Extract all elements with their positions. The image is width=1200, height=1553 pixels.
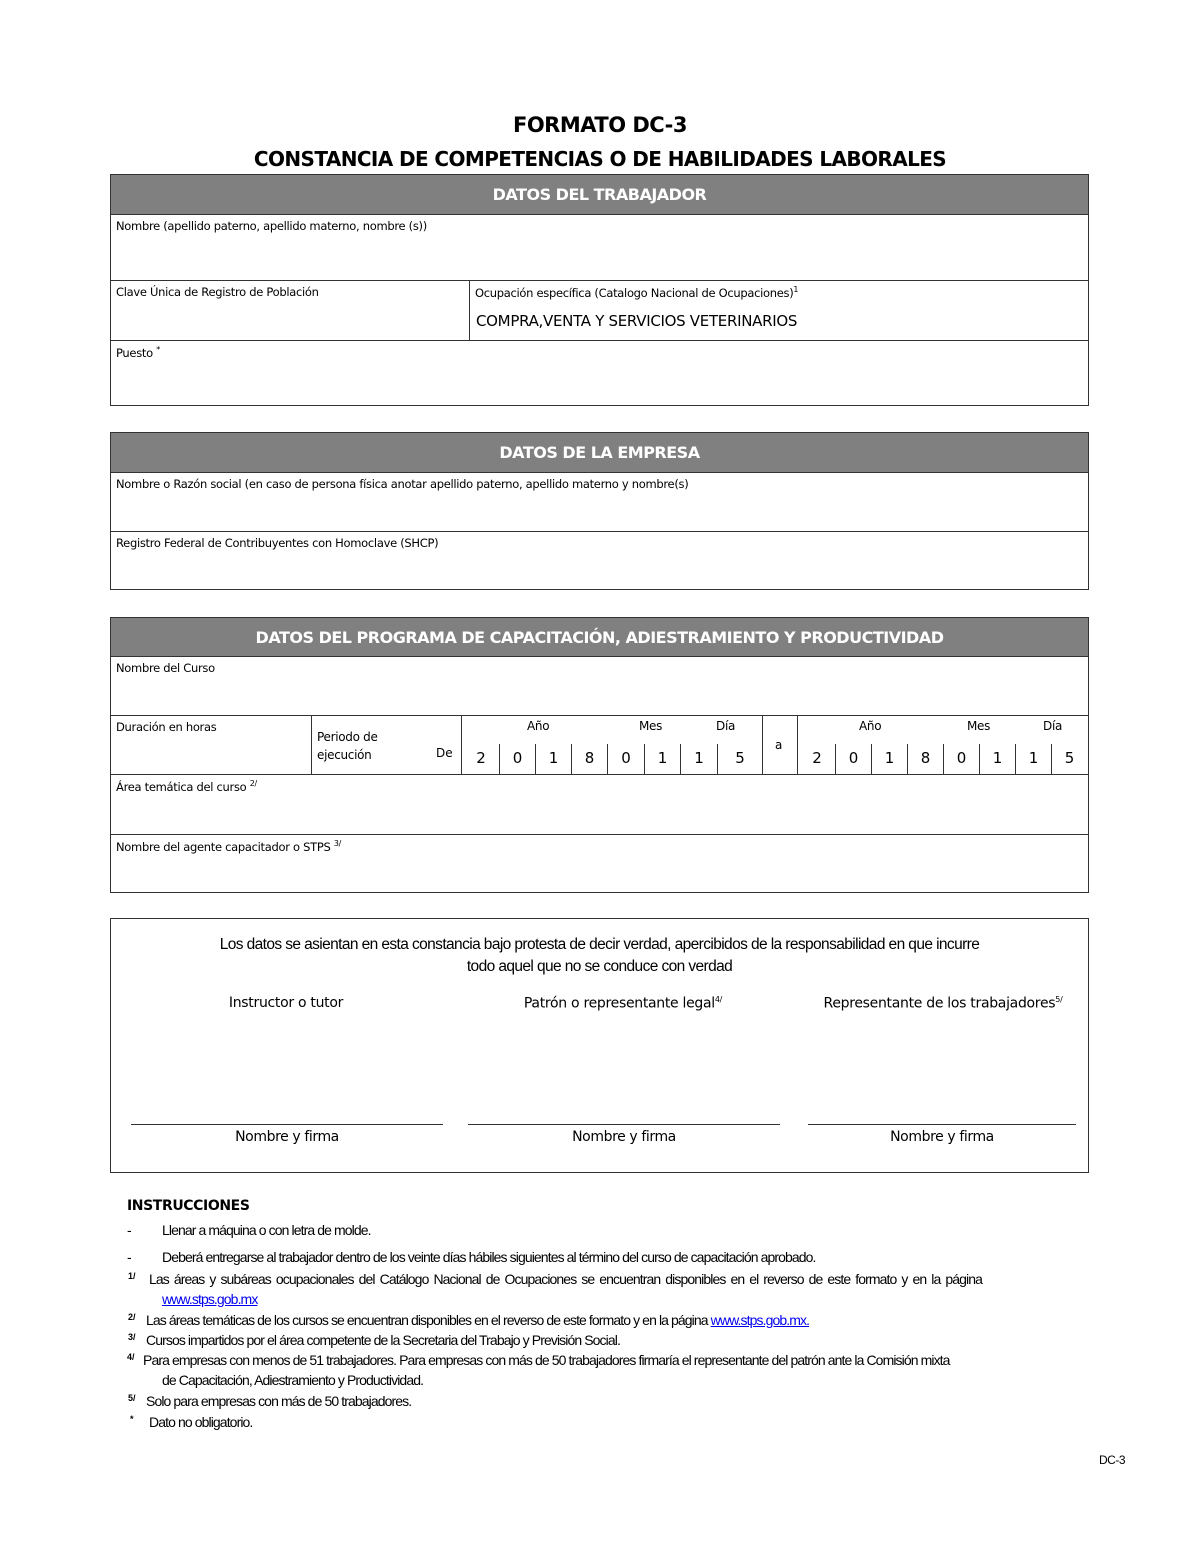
start-date-digit[interactable]: 1 [694, 749, 704, 767]
company-rfc-label: Registro Federal de Contribuyentes con Homoclave (SHCP) [116, 536, 439, 550]
divider [311, 716, 312, 774]
end-date-digit[interactable]: 2 [812, 749, 822, 767]
start-month-label: Mes [639, 719, 663, 733]
to-label: a [775, 738, 783, 752]
instruction-marker: 5/ [128, 1393, 136, 1403]
footer-code: DC-3 [1099, 1453, 1126, 1467]
thematic-area-field[interactable] [111, 775, 1088, 835]
instruction-marker: 4/ [127, 1352, 135, 1362]
instruction-item: Dato no obligatorio. [149, 1414, 253, 1430]
start-day-label: Día [716, 719, 736, 733]
worker-name-field[interactable] [111, 215, 1088, 281]
curp-label: Clave Única de Registro de Población [116, 285, 319, 299]
end-date-digit[interactable]: 1 [992, 749, 1003, 767]
end-month-label: Mes [967, 719, 991, 733]
end-date-digit[interactable]: 1 [1028, 749, 1039, 767]
instruction-marker: 1/ [128, 1271, 136, 1281]
employer-signature-line[interactable] [468, 1124, 780, 1125]
training-agent-field[interactable] [111, 835, 1088, 891]
end-date-digit[interactable]: 1 [884, 749, 895, 767]
start-date-digit[interactable]: 0 [621, 749, 631, 767]
from-label: De [436, 746, 453, 760]
course-name-field[interactable] [111, 657, 1088, 716]
document-title: FORMATO DC-3 [512, 113, 688, 137]
program-section-header: DATOS DEL PROGRAMA DE CAPACITACIÓN, ADIESTRAMIENTO Y PRODUCTIVIDAD [111, 618, 1088, 657]
program-section [110, 617, 1089, 893]
instructor-role-label: Instructor o tutor [228, 995, 344, 1011]
company-name-label: Nombre o Razón social (en caso de persona física anotar apellido paterno, apellido materno y nombre(s) [116, 477, 689, 491]
worker-section [110, 174, 1089, 406]
employer-role-label: Patrón o representante legal$^{4/}$ [523, 995, 723, 1012]
training-agent-label: Nombre del agente capacitador o STPS $^{3/}$ [116, 839, 342, 854]
worker-section-header: DATOS DEL TRABAJADOR [111, 175, 1088, 215]
instruction-marker: - [127, 1249, 131, 1265]
instruction-marker: * [130, 1414, 134, 1424]
start-date-digit[interactable]: 2 [476, 749, 486, 767]
course-name-label: Nombre del Curso [116, 661, 215, 675]
divider [461, 716, 462, 774]
company-rfc-field[interactable] [111, 532, 1088, 589]
instruction-item: Para empresas con menos de 51 trabajadores. Para empresas con más de 50 trabajadores firmaría el representante del patrón ante la Comisión mixta [143, 1352, 950, 1368]
divider [797, 716, 798, 774]
document-subtitle: CONSTANCIA DE COMPETENCIAS O DE HABILIDADES LABORALES [253, 147, 947, 171]
duration-label: Duración en horas [116, 720, 217, 734]
stps-link[interactable]: www.stps.gob.mx. [710, 1312, 810, 1328]
instruction-marker: 2/ [128, 1312, 136, 1322]
end-date-digit[interactable]: 5 [1064, 749, 1075, 767]
duration-period-row [111, 716, 1088, 775]
instruction-item: Cursos impartidos por el área competente de la Secretaria del Trabajo y Previsión Social. [146, 1332, 620, 1348]
end-date-digit[interactable]: 0 [956, 749, 967, 767]
instructions-title: INSTRUCCIONES [127, 1198, 250, 1214]
instruction-item: Deberá entregarse al trabajador dentro de los veinte días hábiles siguientes al término del curso de capacitación aprobado. [162, 1249, 816, 1265]
end-year-label: Año [859, 719, 882, 733]
legal-statement: Los datos se asientan en esta constancia bajo protesta de decir verdad, apercibidos de la responsabilidad en que incurre todo aquel que no se conduce con verdad [219, 936, 980, 975]
instruction-item: Llenar a máquina o con letra de molde. [162, 1222, 371, 1238]
signatures-section [110, 918, 1089, 1173]
occupation-value[interactable]: COMPRA,VENTA Y SERVICIOS VETERINARIOS [476, 312, 798, 330]
divider [762, 716, 763, 774]
start-date-digit[interactable]: 8 [584, 749, 595, 767]
instruction-marker: 3/ [128, 1332, 136, 1342]
end-date-digit[interactable]: 8 [920, 749, 931, 767]
instruction-item: Las áreas temáticas de los cursos se encuentran disponibles en el reverso de este formato y en la página www.stps.gob.mx. [146, 1312, 810, 1328]
stps-link[interactable]: www.stps.gob.mx [162, 1291, 258, 1307]
worker-curp-occupation-row [111, 281, 1088, 341]
instructor-sign-label: Nombre y firma [235, 1129, 339, 1145]
instruction-item-continuation: de Capacitación, Adiestramiento y Productividad. [162, 1372, 424, 1388]
end-date-digit[interactable]: 0 [848, 749, 859, 767]
instruction-item: Solo para empresas con más de 50 trabajadores. [146, 1393, 412, 1409]
start-date-digit[interactable]: 1 [657, 749, 668, 767]
thematic-area-label: Área temática del curso $^{2/}$ [116, 779, 257, 794]
workers-rep-sign-label: Nombre y firma [890, 1129, 994, 1145]
occupation-label: Ocupación específica (Catalogo Nacional de Ocupaciones)$^1$ [475, 285, 799, 300]
company-name-field[interactable] [111, 473, 1088, 532]
workers-rep-role-label: Representante de los trabajadores$^{5/}$ [823, 995, 1063, 1012]
start-date-digit[interactable]: 0 [512, 749, 523, 767]
worker-name-label: Nombre (apellido paterno, apellido materno, nombre (s)) [116, 219, 427, 233]
instruction-marker: - [127, 1222, 131, 1238]
start-year-label: Año [527, 719, 550, 733]
instructor-signature-line[interactable] [131, 1124, 443, 1125]
position-label: Puesto * [116, 345, 160, 360]
employer-sign-label: Nombre y firma [572, 1129, 676, 1145]
end-day-label: Día [1043, 719, 1063, 733]
start-date-digit[interactable]: 1 [548, 749, 559, 767]
period-label: Periodo de ejecución [317, 730, 378, 762]
company-section [110, 432, 1089, 590]
company-section-header: DATOS DE LA EMPRESA [111, 433, 1088, 473]
workers-rep-signature-line[interactable] [808, 1124, 1076, 1125]
worker-position-field[interactable] [111, 341, 1088, 405]
instruction-item: Las áreas y subáreas ocupacionales del Catálogo Nacional de Ocupaciones se encuentran disponibles en el reverso de este formato y en la página [149, 1271, 983, 1287]
start-date-digit[interactable]: 5 [735, 749, 745, 767]
